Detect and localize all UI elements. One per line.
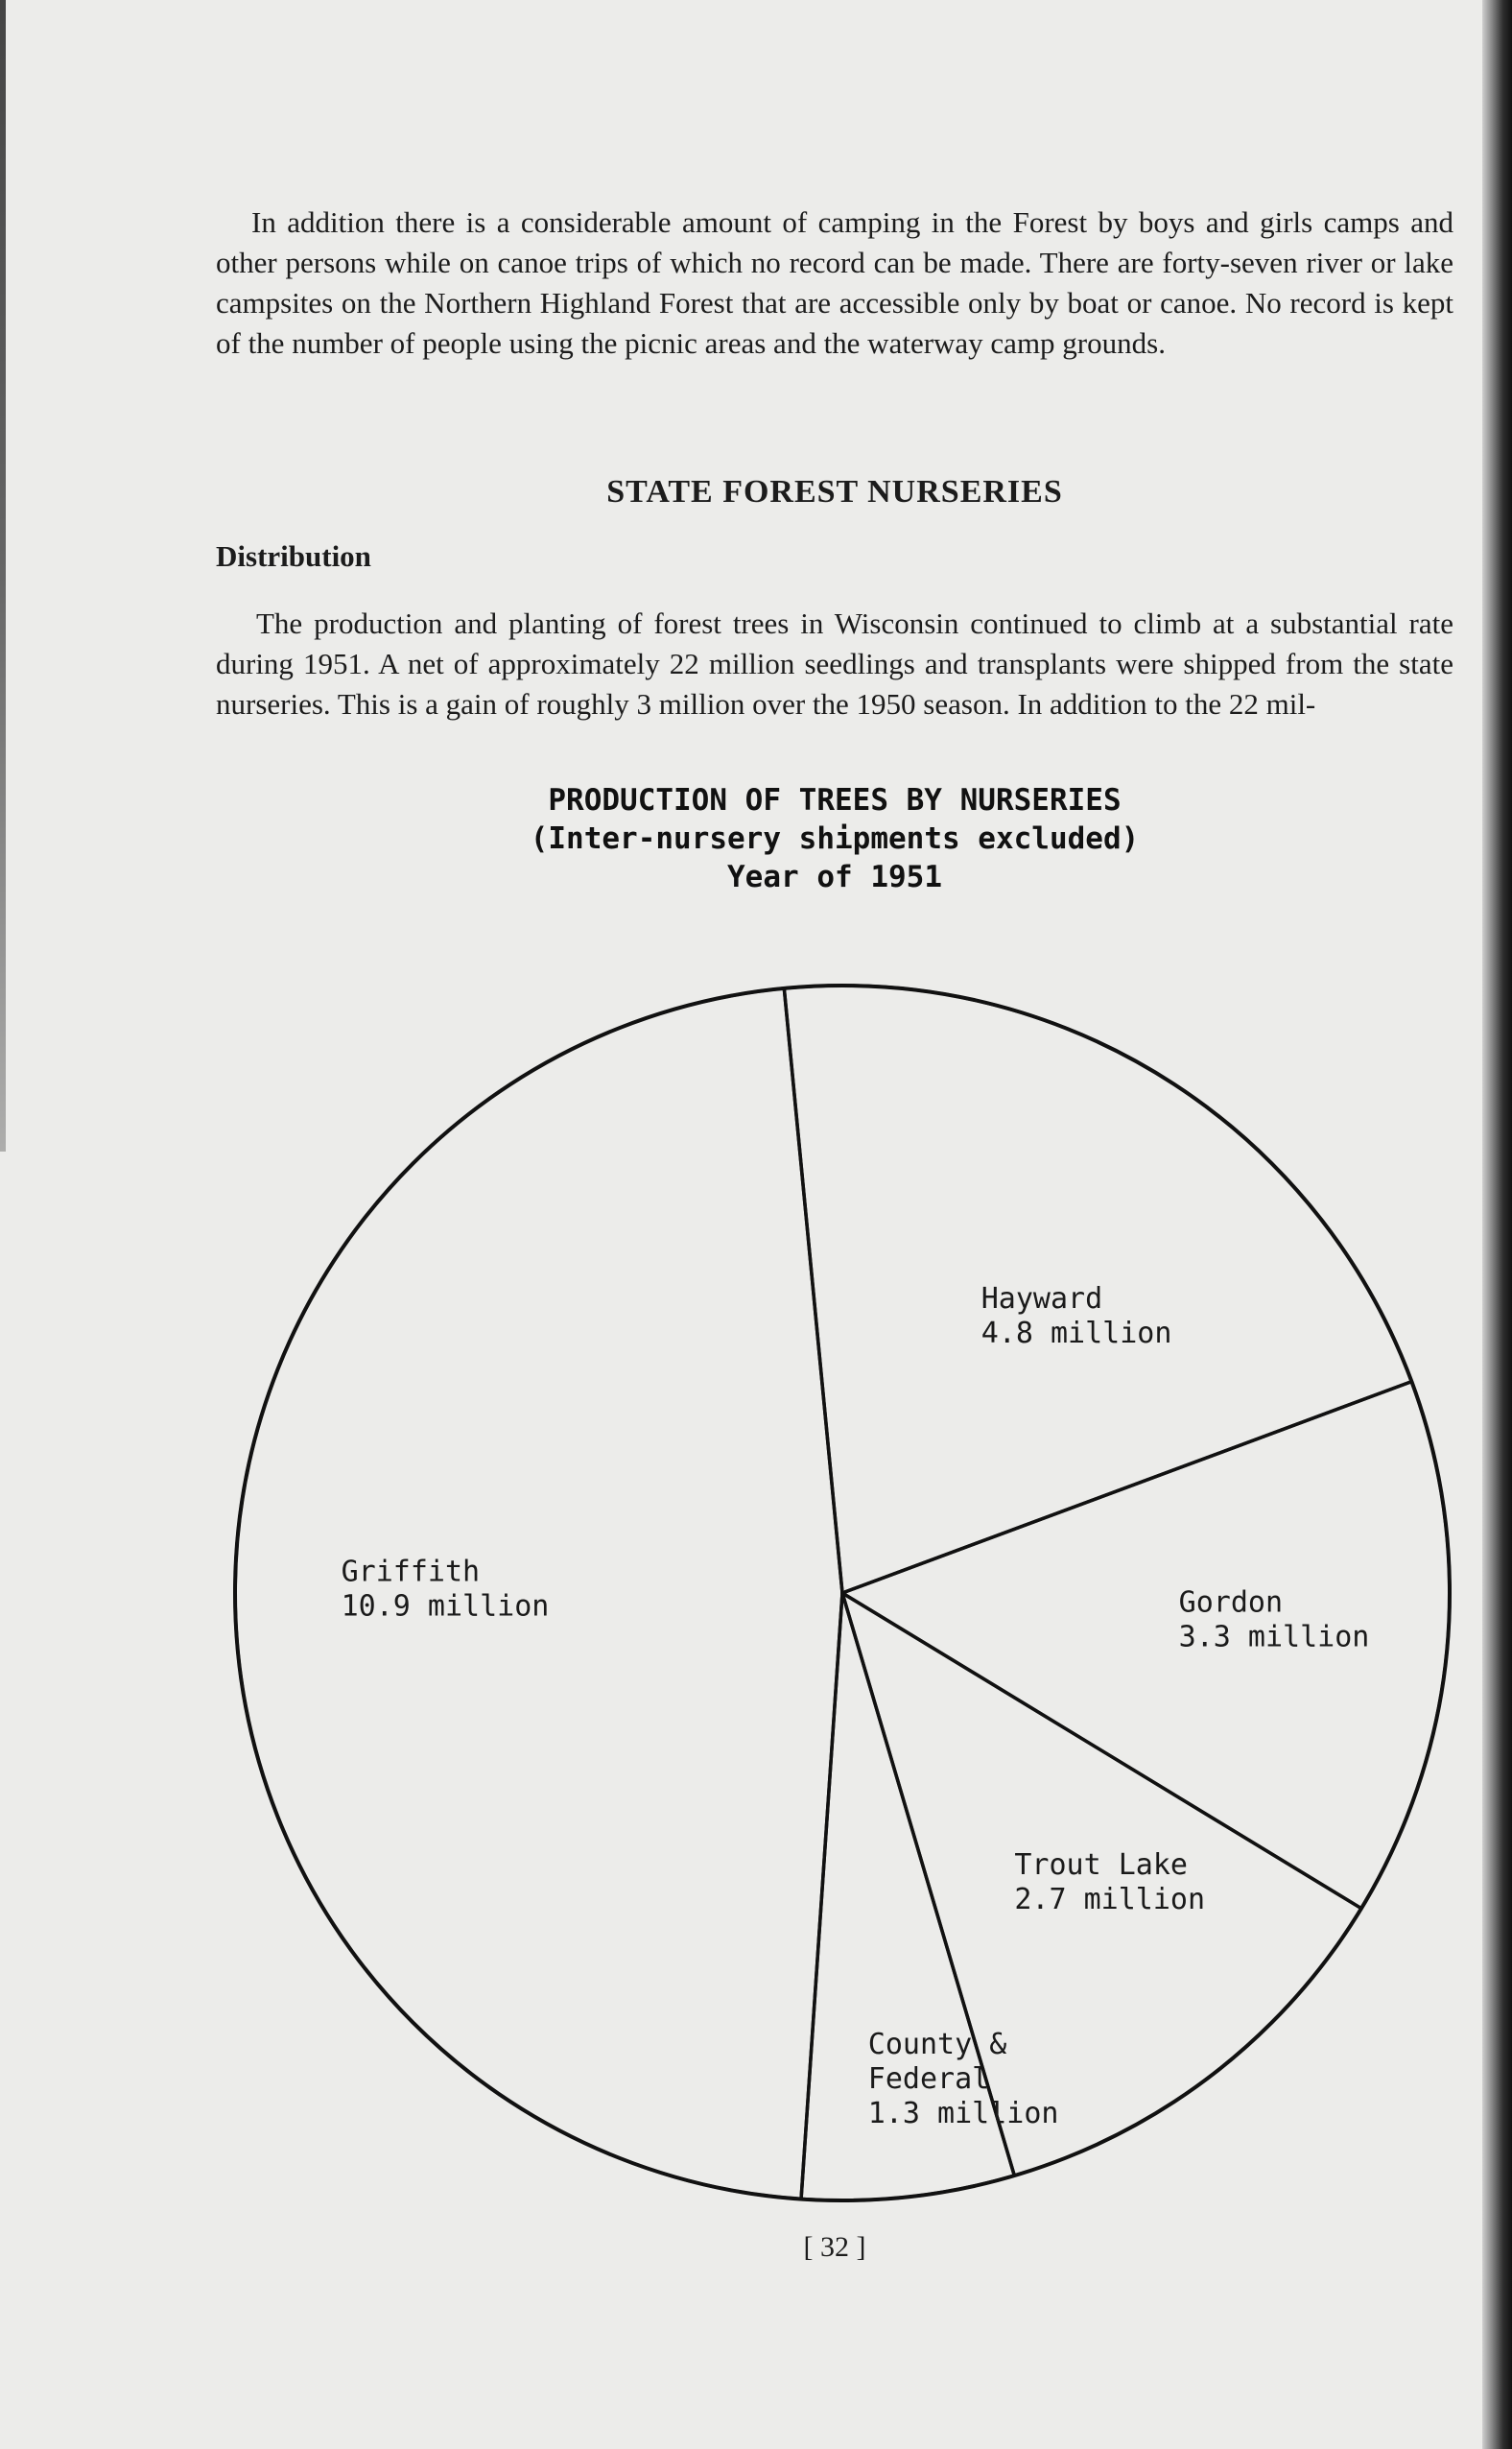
chart-subtitle: (Inter-nursery shipments excluded) [530, 821, 1140, 856]
pie-label-gordon: Gordon 3.3 million [1178, 1585, 1370, 1654]
book-binding-edge [1482, 0, 1512, 2449]
pie-label-county-federal: County & Federal 1.3 million [867, 2027, 1059, 2130]
pie-labels [342, 1282, 1370, 2130]
pie-label-griffith: Griffith 10.9 million [341, 1555, 550, 1624]
chart-title: PRODUCTION OF TREES BY NURSERIES [548, 783, 1122, 818]
pie-label-hayward: Hayward 4.8 million [980, 1282, 1172, 1351]
section-title: STATE FOREST NURSERIES [606, 474, 1063, 510]
page-number: [ 32 ] [803, 2231, 866, 2263]
subhead-distribution: Distribution [216, 539, 371, 573]
chart-year: Year of 1951 [727, 860, 942, 894]
distribution-paragraph: The production and planting of forest trees in Wisconsin continued to climb at a substantial rate during 1951. A net of approximately 22 million seedlings and transplants were shipped from the state nurseries. This is a gain of roughly 3 million over the 1950 season. In addition to the 22 mil- [216, 606, 1453, 721]
intro-paragraph: In addition there is a considerable amount of camping in the Forest by boys and girls camps and other persons while on canoe trips of which no record can be made. There are forty-seven river or lake campsites on the Northern Highland Forest that are accessible only by boat or canoe. No record is kept of the number of people using the picnic areas and the waterway camp grounds. [216, 205, 1453, 360]
pie-label-trout-lake: Trout Lake 2.7 million [1014, 1847, 1206, 1916]
